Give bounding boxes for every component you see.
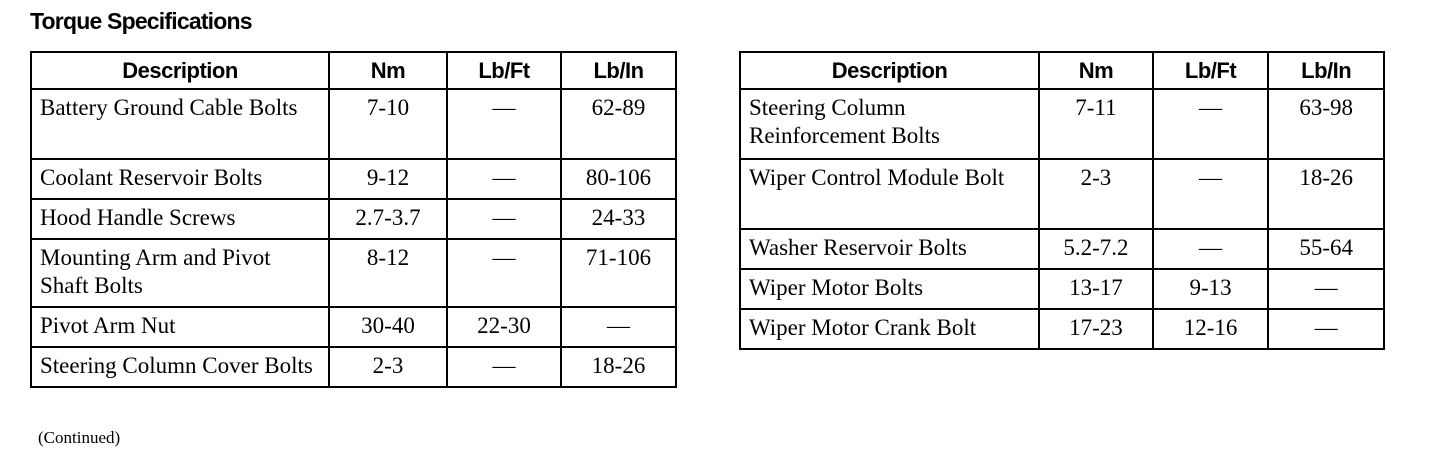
table-row bbox=[740, 229, 1384, 269]
lbft-cell: — bbox=[447, 159, 561, 199]
lbin-cell: 55-64 bbox=[1268, 229, 1384, 269]
lbft-cell: — bbox=[447, 199, 561, 239]
description-cell: Coolant Reservoir Bolts bbox=[31, 159, 329, 199]
nm-cell: 2-3 bbox=[1039, 159, 1153, 229]
lbft-cell: 12-16 bbox=[1153, 309, 1269, 349]
description-cell: Steering Column Cover Bolts bbox=[31, 347, 329, 387]
header-description: Description bbox=[31, 52, 329, 89]
header-row bbox=[31, 52, 676, 89]
nm-cell: 5.2-7.2 bbox=[1039, 229, 1153, 269]
lbin-cell: 71-106 bbox=[561, 239, 676, 307]
description-cell: Wiper Motor Bolts bbox=[740, 269, 1039, 309]
description-cell: Battery Ground Cable Bolts bbox=[31, 89, 329, 159]
lbin-cell: — bbox=[1268, 309, 1384, 349]
lbft-cell: 22-30 bbox=[447, 307, 561, 347]
lbft-cell: — bbox=[447, 89, 561, 159]
table-row bbox=[31, 199, 676, 239]
lbft-cell: — bbox=[1153, 89, 1269, 159]
lbft-cell: — bbox=[1153, 159, 1269, 229]
table-row bbox=[31, 239, 676, 307]
torque-table-left bbox=[30, 51, 677, 388]
nm-cell: 7-10 bbox=[329, 89, 447, 159]
description-cell: Pivot Arm Nut bbox=[31, 307, 329, 347]
lbin-cell: 62-89 bbox=[561, 89, 676, 159]
nm-cell: 17-23 bbox=[1039, 309, 1153, 349]
description-cell: Hood Handle Screws bbox=[31, 199, 329, 239]
lbft-cell: — bbox=[1153, 229, 1269, 269]
nm-cell: 9-12 bbox=[329, 159, 447, 199]
header-description: Description bbox=[740, 52, 1039, 89]
lbin-cell: — bbox=[561, 307, 676, 347]
continued-note: (Continued) bbox=[38, 428, 121, 447]
description-cell: Wiper Control Module Bolt bbox=[740, 159, 1039, 229]
header-lbft: Lb/Ft bbox=[1153, 52, 1269, 89]
header-lbft: Lb/Ft bbox=[447, 52, 561, 89]
lbin-cell: — bbox=[1268, 269, 1384, 309]
table-row bbox=[31, 307, 676, 347]
page-title: Torque Specifications bbox=[30, 8, 252, 34]
description-cell: Washer Reservoir Bolts bbox=[740, 229, 1039, 269]
lbft-cell: — bbox=[447, 347, 561, 387]
header-lbin: Lb/In bbox=[561, 52, 676, 89]
header-lbin: Lb/In bbox=[1268, 52, 1384, 89]
nm-cell: 13-17 bbox=[1039, 269, 1153, 309]
table-row bbox=[740, 309, 1384, 349]
description-cell: Wiper Motor Crank Bolt bbox=[740, 309, 1039, 349]
nm-cell: 7-11 bbox=[1039, 89, 1153, 159]
lbft-cell: — bbox=[447, 239, 561, 307]
table-row bbox=[740, 269, 1384, 309]
nm-cell: 2.7-3.7 bbox=[329, 199, 447, 239]
header-row bbox=[740, 52, 1384, 89]
header-nm: Nm bbox=[329, 52, 447, 89]
lbin-cell: 63-98 bbox=[1268, 89, 1384, 159]
description-cell: Steering Column Reinforcement Bolts bbox=[740, 89, 1039, 159]
lbin-cell: 80-106 bbox=[561, 159, 676, 199]
table-row bbox=[31, 347, 676, 387]
table-row bbox=[31, 89, 676, 159]
table-row bbox=[31, 159, 676, 199]
lbin-cell: 24-33 bbox=[561, 199, 676, 239]
lbin-cell: 18-26 bbox=[1268, 159, 1384, 229]
nm-cell: 2-3 bbox=[329, 347, 447, 387]
lbft-cell: 9-13 bbox=[1153, 269, 1269, 309]
nm-cell: 8-12 bbox=[329, 239, 447, 307]
table-row bbox=[740, 89, 1384, 159]
table-row bbox=[740, 159, 1384, 229]
lbin-cell: 18-26 bbox=[561, 347, 676, 387]
header-nm: Nm bbox=[1039, 52, 1153, 89]
nm-cell: 30-40 bbox=[329, 307, 447, 347]
description-cell: Mounting Arm and Pivot Shaft Bolts bbox=[31, 239, 329, 307]
torque-table-right bbox=[739, 51, 1385, 350]
